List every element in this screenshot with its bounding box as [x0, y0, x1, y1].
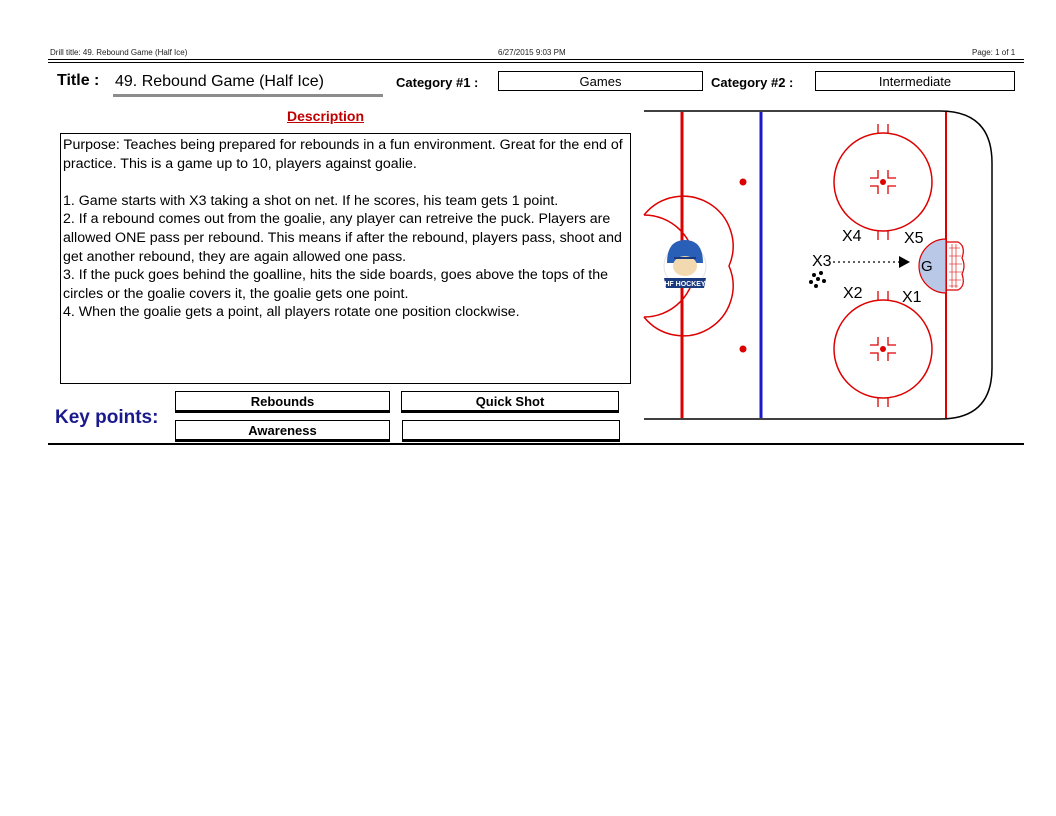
title-underline — [113, 94, 383, 97]
category2-field: Intermediate — [815, 71, 1015, 91]
category1-field: Games — [498, 71, 703, 91]
title-label: Title : — [57, 72, 100, 89]
drill-title-header: Drill title: 49. Rebound Game (Half Ice) — [50, 48, 188, 57]
description-paragraph: Purpose: Teaches being prepared for rebounds in a fun environment. Great for the end of practice. This is a game up to 10, players against goalie. — [63, 137, 627, 172]
puck-pile — [809, 271, 826, 288]
category1-label: Category #1 : — [396, 75, 479, 90]
description-heading: Description — [287, 108, 365, 124]
hf-hockey-logo — [664, 240, 706, 288]
description-paragraph: 3. If the puck goes behind the goalline, hits the side boards, goes above the tops of the circles or the goalie covers it, the goalie gets one point. — [63, 267, 612, 302]
faceoff-dot — [740, 179, 747, 186]
player-x3: X3 — [812, 253, 832, 270]
title-value: 49. Rebound Game (Half Ice) — [115, 73, 324, 90]
category2-label: Category #2 : — [711, 75, 794, 90]
header-divider-2 — [48, 62, 1024, 63]
half-rink-diagram — [640, 108, 1005, 424]
header-divider — [48, 59, 1024, 60]
description-paragraph — [63, 173, 628, 192]
top-faceoff-circle — [834, 124, 932, 240]
player-x5: X5 — [904, 230, 924, 247]
footer-divider — [48, 443, 1024, 445]
description-paragraph: 4. When the goalie gets a point, all players rotate one position clockwise. — [63, 304, 520, 321]
faceoff-dot — [740, 346, 747, 353]
shot-arrowhead — [899, 256, 910, 268]
key-point-2: Quick Shot — [401, 391, 619, 413]
player-x1: X1 — [902, 289, 922, 306]
page-number-header: Page: 1 of 1 — [972, 48, 1016, 57]
description-paragraph: 2. If a rebound comes out from the goalie, any player can retreive the puck. Players are allowed ONE pass per rebound. This means if after the rebound, players pass, shoot and get another rebound, they are again allowed one pass. — [63, 211, 626, 265]
player-x4: X4 — [842, 228, 862, 245]
key-point-4 — [402, 420, 620, 442]
key-point-1: Rebounds — [175, 391, 390, 413]
description-box — [60, 133, 631, 384]
description-paragraph: 1. Game starts with X3 taking a shot on net. If he scores, his team gets 1 point. — [63, 192, 559, 209]
logo-text: HF HOCKEY — [664, 281, 706, 288]
goal-net — [947, 242, 964, 290]
key-points-label: Key points: — [55, 407, 159, 428]
datetime-header: 6/27/2015 9:03 PM — [498, 48, 566, 57]
bottom-faceoff-circle — [834, 291, 932, 407]
goalie: G — [921, 258, 933, 275]
player-x2: X2 — [843, 285, 863, 302]
key-point-3: Awareness — [175, 420, 390, 442]
